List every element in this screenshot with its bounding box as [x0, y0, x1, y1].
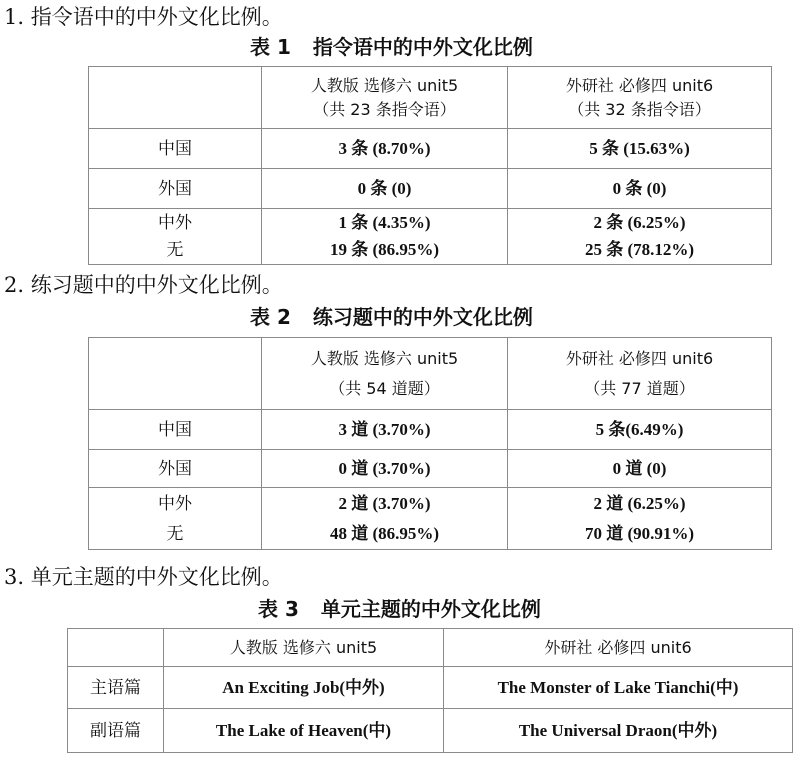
table-3-caption — [258, 596, 541, 622]
table-1-corner-cell — [89, 67, 262, 129]
table-1-header-fltrp — [508, 67, 772, 129]
section-3-heading: 3. 单元主题的中外文化比例。 — [4, 565, 283, 589]
table-row — [89, 237, 772, 265]
table-2-title: 练习题中的中外文化比例 — [312, 305, 533, 329]
table-2-header-pep-line2: （共 54 道题） — [329, 378, 440, 398]
table-3-number: 表 3 — [258, 597, 299, 621]
table-3-header-pep: 人教版 选修六 unit5 — [164, 629, 444, 667]
table-row — [89, 488, 772, 520]
row-label: 外国 — [89, 450, 262, 488]
row-label: 无 — [89, 520, 262, 550]
cell-pep: The Lake of Heaven(中) — [164, 709, 444, 753]
section-2-heading: 2. 练习题中的中外文化比例。 — [4, 273, 283, 297]
row-label: 中国 — [89, 410, 262, 450]
table-1-header-pep-line1: 人教版 选修六 unit5 — [310, 75, 459, 95]
table-2-caption — [250, 304, 533, 330]
table-2-header-fltrp — [508, 338, 772, 410]
table-2-header-fltrp-line2: （共 77 道题） — [584, 378, 695, 398]
row-label: 中国 — [89, 129, 262, 169]
section-1-heading: 1. 指令语中的中外文化比例。 — [4, 5, 283, 29]
cell-fltrp: 25 条 (78.12%) — [508, 237, 772, 265]
cell-pep: 48 道 (86.95%) — [262, 520, 508, 550]
cell-pep: 1 条 (4.35%) — [262, 209, 508, 237]
table-2-header-pep — [262, 338, 508, 410]
table-3-title: 单元主题的中外文化比例 — [320, 597, 541, 621]
row-label: 外国 — [89, 169, 262, 209]
table-row — [89, 209, 772, 237]
cell-fltrp: 5 条 (15.63%) — [508, 129, 772, 169]
table-3 — [67, 628, 793, 753]
table-1-caption — [250, 34, 533, 60]
table-row — [89, 129, 772, 169]
table-2-number: 表 2 — [250, 305, 291, 329]
cell-fltrp: The Universal Draon(中外) — [444, 709, 793, 753]
table-1-header-pep-line2: （共 23 条指令语） — [313, 99, 456, 119]
cell-pep: 3 条 (8.70%) — [262, 129, 508, 169]
table-row — [89, 450, 772, 488]
table-1 — [88, 66, 772, 265]
table-row — [68, 667, 793, 709]
table-2-corner-cell — [89, 338, 262, 410]
cell-pep: 19 条 (86.95%) — [262, 237, 508, 265]
table-2-header-fltrp-line1: 外研社 必修四 unit6 — [565, 348, 714, 368]
table-3-corner-cell — [68, 629, 164, 667]
cell-fltrp: The Monster of Lake Tianchi(中) — [444, 667, 793, 709]
cell-fltrp: 2 道 (6.25%) — [508, 488, 772, 520]
cell-pep: 0 条 (0) — [262, 169, 508, 209]
row-label: 主语篇 — [68, 667, 164, 709]
cell-fltrp: 5 条(6.49%) — [508, 410, 772, 450]
table-row — [89, 410, 772, 450]
table-row — [68, 709, 793, 753]
table-row — [89, 520, 772, 550]
cell-pep: An Exciting Job(中外) — [164, 667, 444, 709]
cell-fltrp: 0 条 (0) — [508, 169, 772, 209]
row-label: 副语篇 — [68, 709, 164, 753]
cell-pep: 3 道 (3.70%) — [262, 410, 508, 450]
table-1-number: 表 1 — [250, 35, 291, 59]
cell-fltrp: 70 道 (90.91%) — [508, 520, 772, 550]
row-label: 无 — [89, 237, 262, 265]
table-row — [89, 169, 772, 209]
row-label: 中外 — [89, 209, 262, 237]
table-2 — [88, 337, 772, 550]
cell-pep: 2 道 (3.70%) — [262, 488, 508, 520]
cell-fltrp: 0 道 (0) — [508, 450, 772, 488]
table-3-header-fltrp: 外研社 必修四 unit6 — [444, 629, 793, 667]
table-1-header-fltrp-line2: （共 32 条指令语） — [568, 99, 711, 119]
table-1-title: 指令语中的中外文化比例 — [312, 35, 533, 59]
table-1-header-pep — [262, 67, 508, 129]
cell-pep: 0 道 (3.70%) — [262, 450, 508, 488]
cell-fltrp: 2 条 (6.25%) — [508, 209, 772, 237]
row-label: 中外 — [89, 488, 262, 520]
table-2-header-pep-line1: 人教版 选修六 unit5 — [310, 348, 459, 368]
table-1-header-fltrp-line1: 外研社 必修四 unit6 — [565, 75, 714, 95]
